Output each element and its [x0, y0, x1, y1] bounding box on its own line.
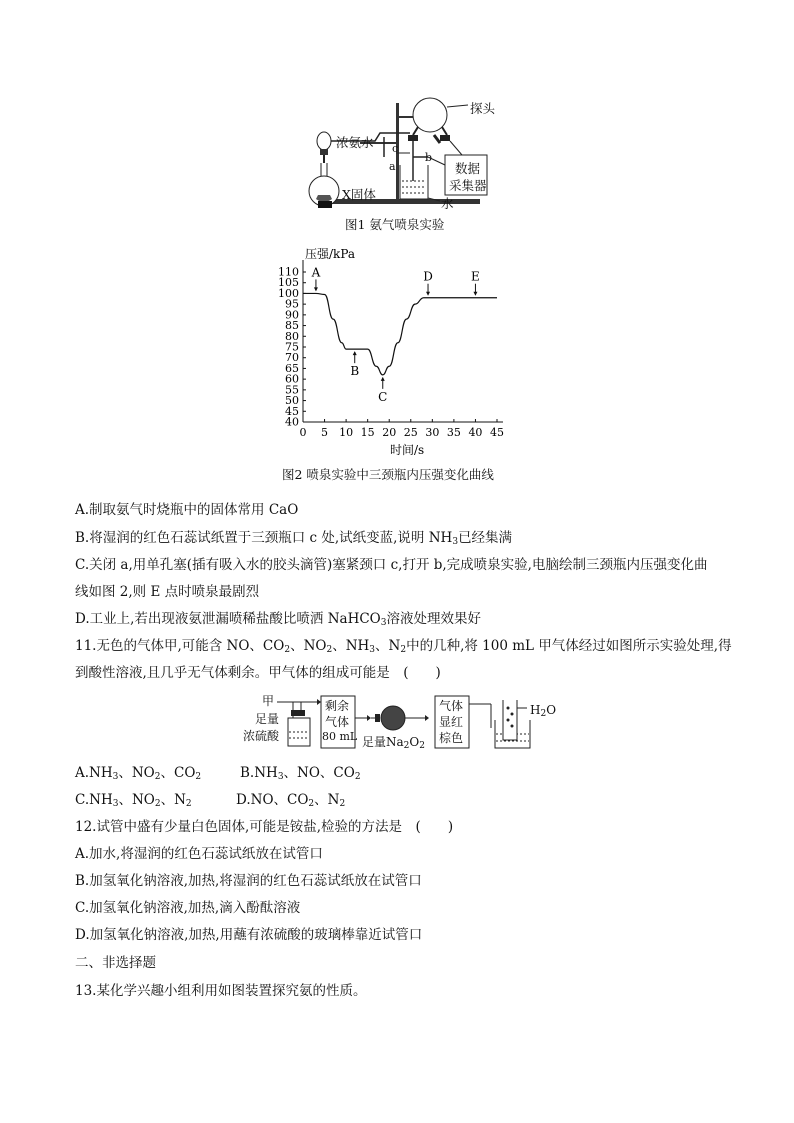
x-tick-label: 15: [360, 426, 375, 439]
annotation-arrowhead-C: [381, 377, 385, 381]
q11-diagram-jia: 甲: [262, 694, 275, 708]
y-tick-label: 85: [285, 319, 299, 333]
annotation-arrowhead-D: [426, 292, 430, 296]
y-tick-label: 45: [285, 404, 299, 418]
q11-diagram-color-3: 棕色: [439, 731, 464, 745]
label-water: 水: [441, 196, 454, 211]
x-tick-label: 0: [299, 426, 307, 439]
x-tick-label: 40: [468, 426, 483, 439]
q11-stem-line2: 到酸性溶液,且几乎无气体剩余。甲气体的组成可能是 ( ): [75, 665, 441, 681]
q13-stem: 13.某化学兴趣小组利用如图装置探究氨的性质。: [75, 983, 367, 999]
x-tick-label: 20: [382, 426, 397, 439]
y-tick-label: 110: [278, 265, 299, 279]
q11-diagram-remain-3: 80 mL: [322, 730, 358, 743]
y-tick-label: 105: [278, 276, 299, 290]
q11-diagram-color-2: 显红: [439, 715, 464, 729]
q11-diagram-remain-2: 气体: [325, 715, 350, 729]
q10-option-b: B.将湿润的红色石蕊试纸置于三颈瓶口 c 处,试纸变蓝,说明 $NH_3$已经集满: [75, 530, 513, 547]
y-tick-label: 75: [285, 340, 299, 354]
q11-diagram-na2o2: 足量$Na_2O_2$: [362, 735, 425, 751]
annotation-E: E: [471, 269, 480, 284]
section-heading: 二、非选择题: [75, 955, 156, 971]
figure1-caption: 图1 氨气喷泉实验: [345, 217, 445, 232]
annotation-arrowhead-B: [353, 351, 357, 355]
y-axis-label: 压强/kPa: [305, 247, 356, 261]
y-tick-label: 70: [285, 351, 299, 365]
q11-diagram-remain-1: 剩余: [325, 699, 350, 713]
q12-option-c: C.加氢氧化钠溶液,加热,滴入酚酞溶液: [75, 900, 301, 916]
annotation-C: C: [378, 389, 388, 404]
q11-diagram-water: $H_2O$: [530, 703, 557, 719]
q11-stem-line1: 11.无色的气体甲,可能含 NO、$CO_2$、$NO_2$、$NH_3$、$N_2$中的几种,将 100 mL 甲气体经过如图所示实验处理,得: [75, 638, 732, 655]
q10-option-d: D.工业上,若出现液氨泄漏喷稀盐酸比喷洒 NaHCO$_3$溶液处理效果好: [75, 611, 481, 628]
inverted-test-tube: [503, 700, 517, 740]
y-tick-label: 100: [278, 286, 299, 300]
x-tick-label: 5: [321, 426, 329, 439]
q11-diagram-color-1: 气体: [439, 699, 464, 713]
q12-option-d: D.加氢氧化钠溶液,加热,用蘸有浓硫酸的玻璃棒靠近试管口: [75, 927, 423, 943]
three-neck-flask: [413, 98, 447, 132]
q10-option-a: A.制取氨气时烧瓶中的固体常用 CaO: [75, 502, 299, 518]
q11-diagram-acid-2: 浓硫酸: [243, 729, 280, 743]
q12-option-a: A.加水,将湿润的红色石蕊试纸放在试管口: [75, 846, 323, 862]
x-tick-label: 10: [339, 426, 354, 439]
q10-option-c-line2: 线如图 2,则 E 点时喷泉最剧烈: [75, 584, 260, 600]
separatory-funnel: [317, 132, 331, 150]
q11-option-b: $B.NH_3$、NO、$CO_2$: [240, 765, 361, 782]
x-tick-label: 35: [446, 426, 461, 439]
x-tick-label: 45: [490, 426, 504, 439]
y-tick-label: 40: [285, 415, 299, 429]
y-tick-label: 90: [285, 308, 299, 322]
annotation-D: D: [423, 269, 433, 284]
x-tick-label: 25: [403, 426, 418, 439]
y-tick-label: 95: [285, 297, 299, 311]
q12-stem: 12.试管中盛有少量白色固体,可能是铵盐,检验的方法是 ( ): [75, 819, 454, 835]
y-tick-label: 50: [285, 394, 299, 408]
label-ammonia-water: 浓氨水: [336, 135, 374, 150]
pressure-chart: [265, 245, 525, 465]
label-collector-1: 数据: [455, 161, 481, 176]
y-tick-label: 65: [285, 361, 299, 375]
q11-option-d: D.NO、$CO_2$、$N_2$: [236, 792, 346, 809]
label-port-c: c: [392, 142, 399, 155]
y-tick-label: 55: [285, 383, 299, 397]
annotation-arrowhead-E: [473, 292, 477, 296]
q11-option-a: $A.NH_3$、$NO_2$、$CO_2$: [75, 765, 202, 782]
figure2-caption: 图2 喷泉实验中三颈瓶内压强变化曲线: [282, 467, 494, 482]
annotation-A: A: [311, 265, 321, 280]
label-port-b: b: [425, 151, 433, 164]
na2o2-drying-tube: [381, 706, 405, 730]
label-port-a: a: [389, 160, 396, 173]
q10-option-c-line1: C.关闭 a,用单孔塞(插有吸入水的胶头滴管)塞紧颈口 c,打开 b,完成喷泉实验,电脑绘制三颈瓶内压强变化曲: [75, 557, 708, 573]
y-tick-label: 60: [285, 372, 299, 386]
pressure-curve: [303, 293, 497, 374]
label-x-solid: X固体: [342, 187, 376, 202]
x-axis-label: 时间/s: [390, 443, 425, 457]
q11-option-c: $C.NH_3$、$NO_2$、$N_2$: [75, 792, 192, 809]
annotation-B: B: [350, 364, 360, 379]
q11-diagram-acid-1: 足量: [255, 712, 280, 726]
annotation-arrowhead-A: [314, 287, 318, 291]
label-collector-2: 采集器: [449, 178, 487, 193]
x-tick-label: 30: [425, 426, 440, 439]
label-probe: 探头: [470, 101, 496, 116]
y-tick-label: 80: [285, 329, 299, 343]
q12-option-b: B.加氢氧化钠溶液,加热,将湿润的红色石蕊试纸放在试管口: [75, 873, 422, 889]
